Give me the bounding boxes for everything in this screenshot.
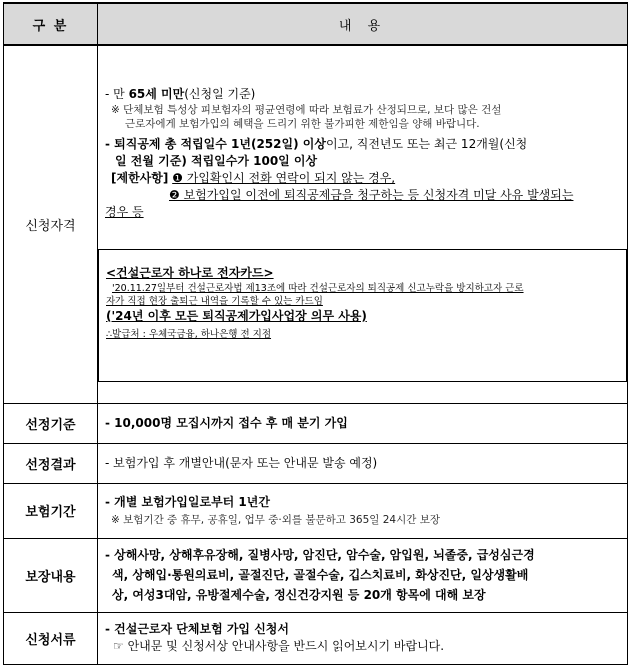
selection-text: - 10,000명 모집시까지 접수 후 매 분기 가입 <box>105 415 348 430</box>
header-content: 내 용 <box>98 3 628 45</box>
label-result: 선정결과 <box>4 443 98 483</box>
documents-content <box>98 612 628 664</box>
period-note: ※ 보험기간 중 휴무, 공휴일, 업무 중·외를 불문하고 365일 24시간 보장 <box>111 514 441 526</box>
e-card-note-cont: 자가 직접 현장 출퇴근 내역을 기록할 수 있는 카드임 <box>106 296 323 307</box>
row-eligibility <box>4 45 628 403</box>
label-eligibility: 신청자격 <box>4 45 98 403</box>
header-category: 구 분 <box>4 3 98 45</box>
table-header-row <box>4 3 628 45</box>
e-card-title: <건설근로자 하나로 전자카드> <box>106 266 274 280</box>
age-requirement: - 만 65세 미만(신청일 기준) <box>105 87 256 101</box>
coverage-line-2: 색, 상해입·통원의료비, 골절진단, 골절수술, 깁스치료비, 화상진단, 일상생활배 <box>112 568 529 582</box>
period-text: - 개별 보험가입일로부터 1년간 <box>105 495 270 509</box>
coverage-line-1: - 상해사망, 상해후유장해, 질병사망, 암진단, 암수술, 암입원, 뇌졸중, 급성심근경 <box>105 548 535 562</box>
label-documents: 신청서류 <box>4 612 98 664</box>
row-result <box>4 443 628 483</box>
e-card-note: '20.11.27일부터 건설근로자법 제13조에 따라 건설근로자의 퇴직공제 신고누락을 방지하고자 근로 <box>112 283 524 294</box>
row-documents <box>4 612 628 664</box>
restriction-2: ❷ 보험가입일 이전에 퇴직공제금을 청구하는 등 신청자격 미달 사유 발생되는 <box>169 188 574 202</box>
documents-text: - 건설근로자 단체보험 가입 신청서 <box>105 622 289 636</box>
days-requirement: - 퇴직공제 총 적립일수 1년(252일) 이상이고, 직전년도 또는 최근 12개월(신청 <box>105 137 528 151</box>
e-card-mandatory: ('24년 이후 모든 퇴직공제가입사업장 의무 사용) <box>106 309 367 323</box>
restriction-1: [제한사항] ❶ 가입확인시 전화 연락이 되지 않는 경우, <box>111 171 396 185</box>
restriction-3: 경우 등 <box>105 205 144 219</box>
e-card-box <box>98 249 627 382</box>
days-requirement-cont: 일 전월 기준) 적립일수가 100일 이상 <box>115 154 318 168</box>
info-table <box>3 2 628 665</box>
eligibility-content <box>98 45 628 403</box>
selection-content <box>98 403 628 443</box>
row-selection <box>4 403 628 443</box>
label-period: 보험기간 <box>4 483 98 538</box>
period-content <box>98 483 628 538</box>
label-coverage: 보장내용 <box>4 538 98 612</box>
row-period <box>4 483 628 538</box>
e-card-issuer: ∴발급처 : 우체국금융, 하나은행 전 지점 <box>106 329 272 340</box>
documents-note: ☞ 안내문 및 신청서상 안내사항을 반드시 읽어보시기 바랍니다. <box>113 639 445 653</box>
coverage-content <box>98 538 628 612</box>
age-note: ※ 단체보험 특성상 피보험자의 평균연령에 따라 보험료가 산정되므로, 보다 많은 건설 <box>111 104 502 116</box>
label-selection: 선정기준 <box>4 403 98 443</box>
coverage-line-3: 상, 여성3대암, 유방절제수술, 정신건강지원 등 20개 항목에 대해 보장 <box>112 588 486 602</box>
row-coverage <box>4 538 628 612</box>
age-note-cont: 근로자에게 보험가입의 혜택을 드리기 위한 불가피한 제한임을 양해 바랍니다. <box>125 118 480 130</box>
result-content <box>98 443 628 483</box>
result-text: - 보험가입 후 개별안내(문자 또는 안내문 발송 예정) <box>105 455 378 470</box>
